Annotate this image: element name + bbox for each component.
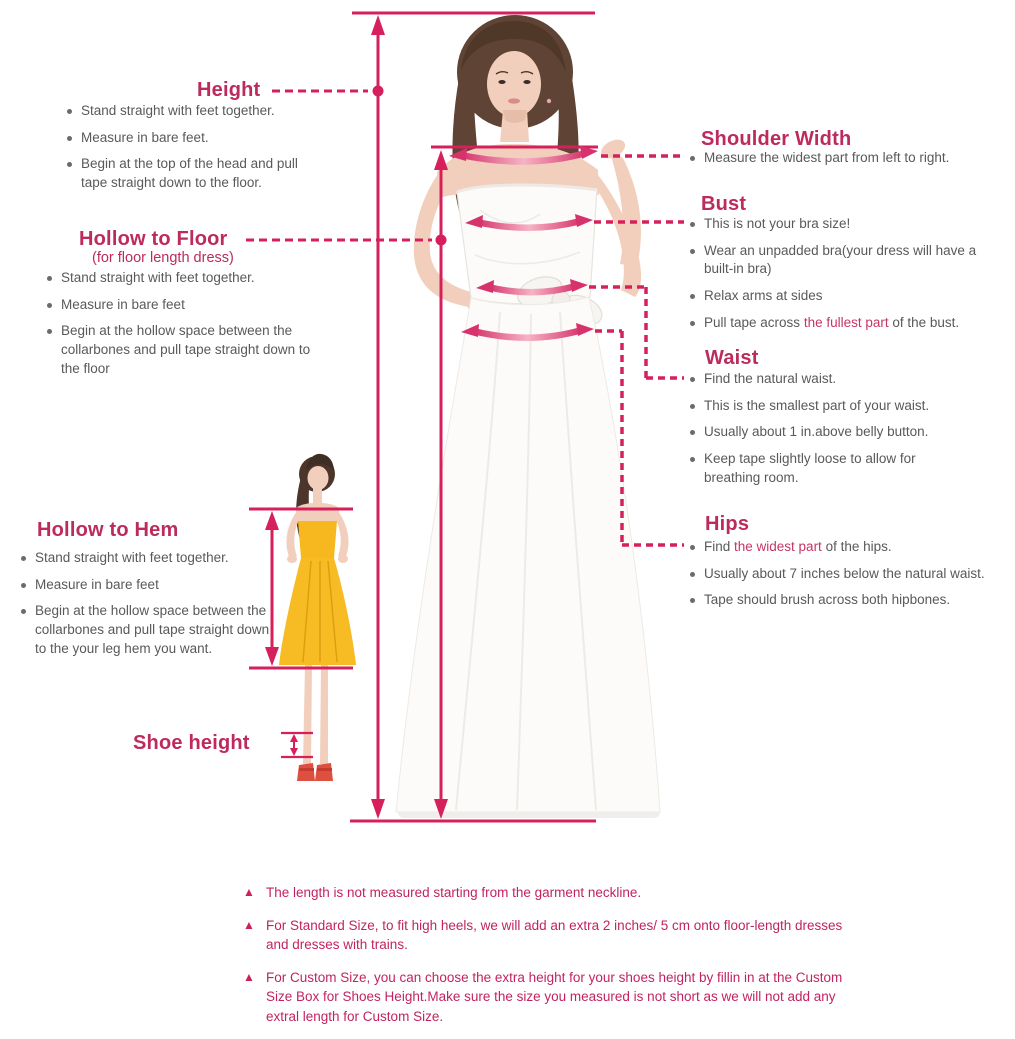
shoulder-width-bullet-list — [687, 149, 1012, 176]
bust-bullet-list — [687, 215, 1012, 340]
hollow-to-hem-bullet: Measure in bare feet — [18, 576, 273, 595]
hips-bullet: Tape should brush across both hipbones. — [687, 591, 1012, 610]
hips-bullet-list — [687, 538, 1012, 618]
height-bullet: Stand straight with feet together. — [64, 102, 326, 121]
hollow-to-hem-bullet: Begin at the hollow space between the collarbones and pull tape straight down to the your leg hem you want. — [18, 602, 273, 658]
height-bullet: Begin at the top of the head and pull tape straight down to the floor. — [64, 155, 326, 192]
hollow-to-hem-bullet: Stand straight with feet together. — [18, 549, 273, 568]
hollow-to-hem-title: Hollow to Hem — [37, 519, 179, 541]
bust-bullet: Wear an unpadded bra(your dress will have a built-in bra) — [687, 242, 989, 279]
notes-list — [243, 883, 851, 1039]
note-triangle-icon: ▲ — [243, 969, 255, 984]
note-triangle-icon: ▲ — [243, 885, 255, 899]
hollow-to-floor-subtitle: (for floor length dress) — [92, 250, 234, 266]
waist-bullet: Keep tape slightly loose to allow for breathing room. — [687, 450, 966, 487]
hollow-to-floor-bullet: Measure in bare feet — [44, 296, 322, 315]
shoulder-width-title: Shoulder Width — [701, 128, 852, 150]
bust-highlight: the fullest part — [803, 314, 889, 330]
hips-title: Hips — [705, 513, 750, 535]
hips-bullet: Find the widest part of the hips. — [687, 538, 1012, 557]
waist-bullet: Usually about 1 in.above belly button. — [687, 423, 1012, 442]
waist-title: Waist — [705, 347, 759, 369]
waist-bullet: Find the natural waist. — [687, 370, 1012, 389]
hollow-to-floor-title: Hollow to Floor — [79, 228, 228, 250]
note-triangle-icon: ▲ — [243, 917, 255, 932]
hips-highlight: the widest part — [734, 539, 822, 554]
shoe-height-title: Shoe height — [133, 732, 250, 754]
hollow-to-floor-bullet-list — [44, 269, 322, 386]
bust-bullet: This is not your bra size! — [687, 215, 1012, 234]
hips-bullet: Usually about 7 inches below the natural waist. — [687, 565, 1006, 584]
note-item: ▲ For Standard Size, to fit high heels, we will add an extra 2 inches/ 5 cm onto floor-length dresses and dresses with trains. — [243, 917, 843, 953]
hollow-to-hem-bullet-list — [18, 549, 273, 666]
note-item: ▲ For Custom Size, you can choose the extra height for your shoes height by fillin in at the Custom Size Box for Shoes Height.Make sure the size you measured is not short as we will not add any extral length for Custom Size. — [243, 969, 843, 1024]
hollow-to-floor-bullet: Begin at the hollow space between the collarbones and pull tape straight down to the floor — [44, 322, 322, 378]
height-bullet: Measure in bare feet. — [64, 129, 326, 148]
bust-bullet: Pull tape across the fullest part of the bust. — [687, 314, 1012, 333]
shoulder-width-bullet: Measure the widest part from left to right. — [687, 149, 1012, 168]
bust-bullet: Relax arms at sides — [687, 287, 1012, 306]
height-bullet-list — [64, 102, 326, 201]
waist-bullet-list — [687, 370, 1012, 495]
hollow-to-floor-bullet: Stand straight with feet together. — [44, 269, 322, 288]
height-title: Height — [197, 79, 261, 101]
waist-bullet: This is the smallest part of your waist. — [687, 397, 1012, 416]
note-item: ▲ The length is not measured starting from the garment neckline. — [243, 885, 642, 900]
bust-title: Bust — [701, 193, 747, 215]
